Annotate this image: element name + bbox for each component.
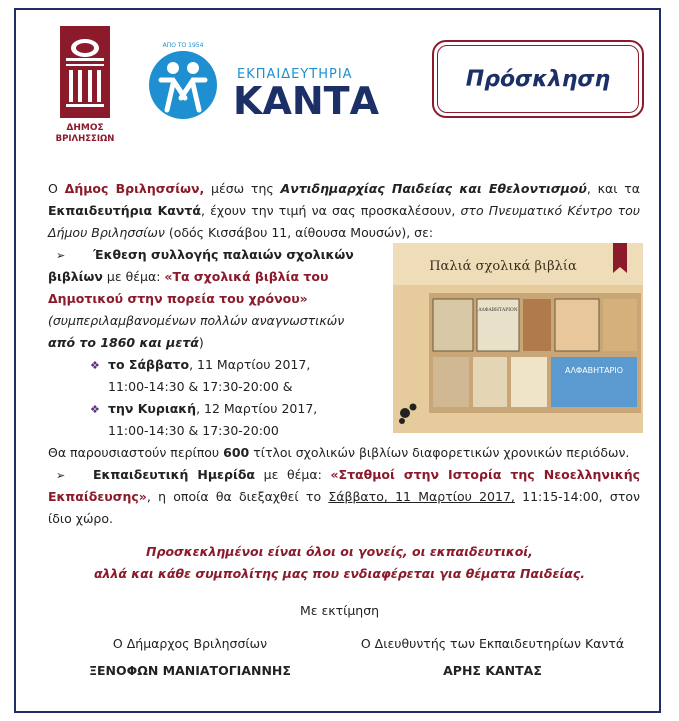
kanta-sub-text: ΕΚΠΑΙΔΕΥΤΗΡΙΑ xyxy=(237,67,353,82)
sunday-hours: 11:00-14:30 & 17:30-20:00 xyxy=(108,423,279,438)
exhibition-line-4: (συμπεριλαμβανομένων πολλών αναγνωστικών xyxy=(48,313,345,328)
dimos-logo-line1: ΔΗΜΟΣ xyxy=(66,123,104,133)
invitation-title-box xyxy=(432,40,644,118)
sunday-date: την Κυριακή, 12 Μαρτίου 2017, xyxy=(108,401,318,416)
kanta-main-text: ΚΑΝΤΑ xyxy=(233,79,379,123)
conference-line-1: Εκπαιδευτική Ημερίδα με θέμα: «Σταθμοί στην Ιστορία της Νεοελληνικής xyxy=(93,467,640,482)
conference-line-3: ίδιο χώρο. xyxy=(48,511,113,526)
kanta-logo-mark xyxy=(145,40,385,130)
star-bullet-1: ❖ xyxy=(90,359,100,372)
titles-count-line: Θα παρουσιαστούν περίπου 600 τίτλοι σχολικών βιβλίων διαφορετικών χρονικών περιόδων. xyxy=(48,445,630,460)
dimos-name: Δήμος Βριλησσίων, xyxy=(64,181,205,196)
exhibition-line-5: από το 1860 και μετά) xyxy=(48,335,204,350)
mayor-title: Ο Δήμαρχος Βριλησσίων xyxy=(112,636,268,651)
old-schoolbooks-photo xyxy=(393,243,643,433)
director-title: Ο Διευθυντής των Εκπαιδευτηρίων Καντά xyxy=(360,636,625,651)
saturday-hours: 11:00-14:30 & 17:30-20:00 & xyxy=(108,379,293,394)
intro-line-3: Δήμου Βριλησσίων (οδός Κισσάβου 11, αίθουσα Μουσών), σε: xyxy=(48,225,434,240)
dimos-logo-line2: ΒΡΙΛΗΣΣΙΩΝ xyxy=(56,134,114,144)
photo-caption: Παλιά σχολικά βιβλία xyxy=(429,259,577,274)
kanta-since-text: ΑΠΟ ΤΟ 1954 xyxy=(162,42,204,49)
exhibition-line-3: Δημοτικού στην πορεία του χρόνου» xyxy=(48,291,308,306)
closing-line-1: Προσκεκλημένοι είναι όλοι οι γονείς, οι εκπαιδευτικοί, xyxy=(146,544,533,559)
dimos-vrilission-logo xyxy=(56,24,114,144)
dimos-logo-emblem xyxy=(56,24,114,144)
kanta-logo xyxy=(145,40,385,130)
intro-line-1: Ο Δήμος Βριλησσίων, μέσω της Αντιδημαρχίας Παιδείας και Εθελοντισμού, και τα xyxy=(48,181,641,196)
mayor-name: ΞΕΝΟΦΩΝ ΜΑΝΙΑΤΟΓΙΑΝΝΗΣ xyxy=(89,663,291,678)
book-title-alfavitario: ΑΛΦΑΒΗΤΑΡΙΟ xyxy=(564,366,624,375)
antidimarxia-name: Αντιδημαρχίας Παιδείας και Εθελοντισμού xyxy=(280,181,587,196)
closing-line-2: αλλά και κάθε συμπολίτης μας που ενδιαφέρεται για θέματα Παιδείας. xyxy=(93,566,586,581)
arrow-bullet-1: ➢ xyxy=(56,249,66,262)
invitation-title: Πρόσκληση xyxy=(437,45,639,113)
regards-text: Με εκτίμηση xyxy=(299,603,380,618)
exhibition-line-2: βιβλίων με θέμα: «Τα σχολικά βιβλία του xyxy=(48,269,329,284)
star-bullet-2: ❖ xyxy=(90,403,100,416)
kanta-name: Εκπαιδευτήρια Καντά xyxy=(48,203,201,218)
saturday-date: το Σάββατο, 11 Μαρτίου 2017, xyxy=(108,357,311,372)
intro-line-2: Εκπαιδευτήρια Καντά, έχουν την τιμή να σας προσκαλέσουν, στο Πνευματικό Κέντρο του xyxy=(48,203,640,218)
director-name: ΑΡΗΣ ΚΑΝΤΑΣ xyxy=(443,663,542,678)
arrow-bullet-2: ➢ xyxy=(56,469,66,482)
book-title-alfavitarion: ΑΛΦΑΒΗΤΑΡΙΟΝ xyxy=(478,308,518,313)
exhibition-line-1: Έκθεση συλλογής παλαιών σχολικών xyxy=(93,247,354,262)
conference-line-2: Εκπαίδευσης», η οποία θα διεξαχθεί το Σάββατο, 11 Μαρτίου 2017, 11:15-14:00, στον xyxy=(48,489,640,504)
